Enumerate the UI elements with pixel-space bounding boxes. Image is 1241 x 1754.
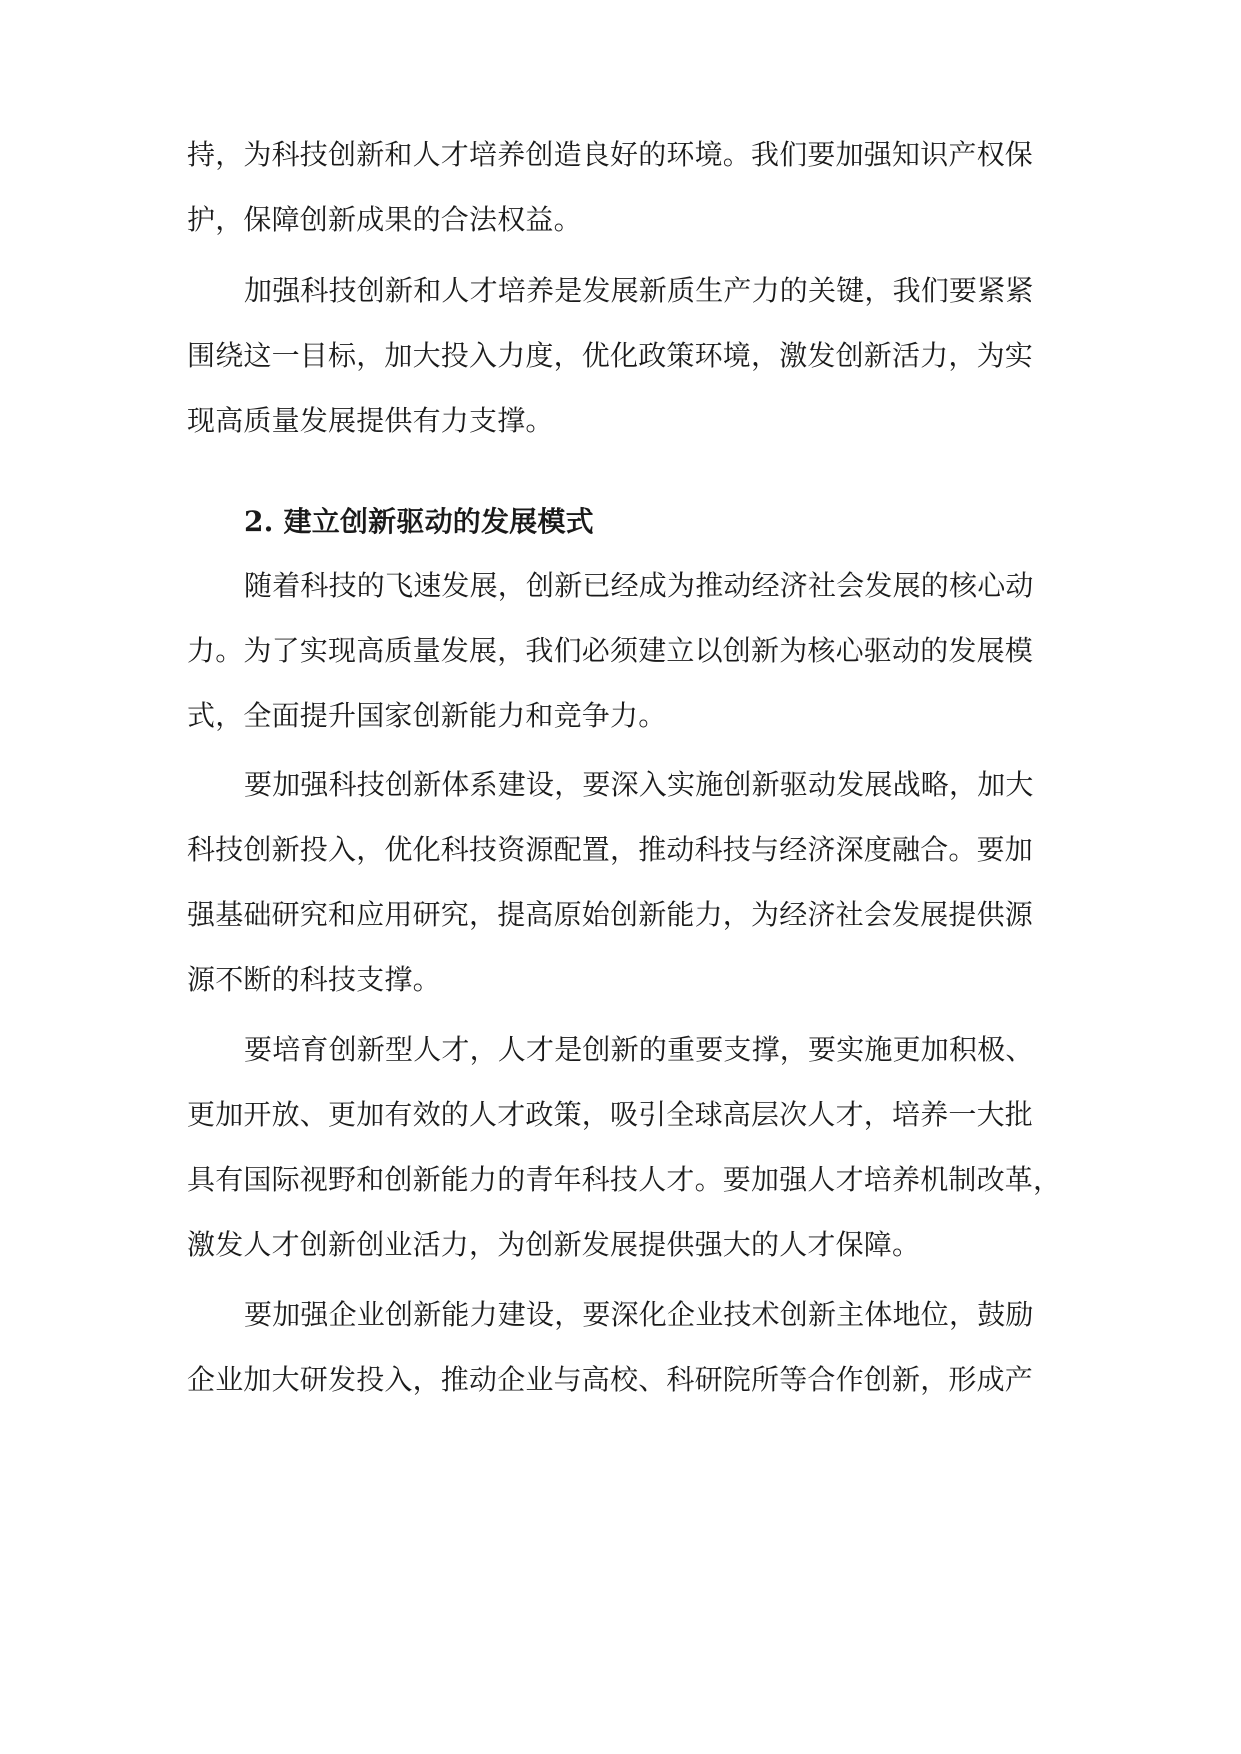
paragraph-line: 源不断的科技支撑。 <box>187 963 441 996</box>
paragraph-line: 更加开放、更加有效的人才政策，吸引全球高层次人才，培养一大批 <box>187 1098 1034 1131</box>
paragraph-line: 力。为了实现高质量发展，我们必须建立以创新为核心驱动的发展模 <box>187 634 1034 667</box>
paragraph-line: 持，为科技创新和人才培养创造良好的环境。我们要加强知识产权保 <box>187 138 1034 171</box>
paragraph-line: 强基础研究和应用研究，提高原始创新能力，为经济社会发展提供源 <box>187 898 1034 931</box>
paragraph-line: 式，全面提升国家创新能力和竞争力。 <box>187 699 667 732</box>
paragraph-line: 现高质量发展提供有力支撑。 <box>187 404 554 437</box>
paragraph-line: 围绕这一目标，加大投入力度，优化政策环境，激发创新活力，为实 <box>187 339 1034 372</box>
paragraph-line: 激发人才创新创业活力，为创新发展提供强大的人才保障。 <box>187 1228 921 1261</box>
paragraph-line: 科技创新投入，优化科技资源配置，推动科技与经济深度融合。要加 <box>187 833 1034 866</box>
paragraph-line: 要培育创新型人才，人才是创新的重要支撑，要实施更加积极、 <box>244 1033 1034 1066</box>
paragraph-line: 加强科技创新和人才培养是发展新质生产力的关键，我们要紧紧 <box>244 274 1034 307</box>
paragraph-line: 随着科技的飞速发展，创新已经成为推动经济社会发展的核心动 <box>244 569 1034 602</box>
paragraph-line: 企业加大研发投入，推动企业与高校、科研院所等合作创新，形成产 <box>187 1363 1034 1396</box>
paragraph-line: 护，保障创新成果的合法权益。 <box>187 203 582 236</box>
section-heading: 2. 建立创新驱动的发展模式 <box>244 505 594 538</box>
paragraph-line: 要加强企业创新能力建设，要深化企业技术创新主体地位，鼓励 <box>244 1298 1034 1331</box>
paragraph-line: 要加强科技创新体系建设，要深入实施创新驱动发展战略，加大 <box>244 768 1034 801</box>
paragraph-line: 具有国际视野和创新能力的青年科技人才。要加强人才培养机制改革， <box>187 1163 1062 1196</box>
